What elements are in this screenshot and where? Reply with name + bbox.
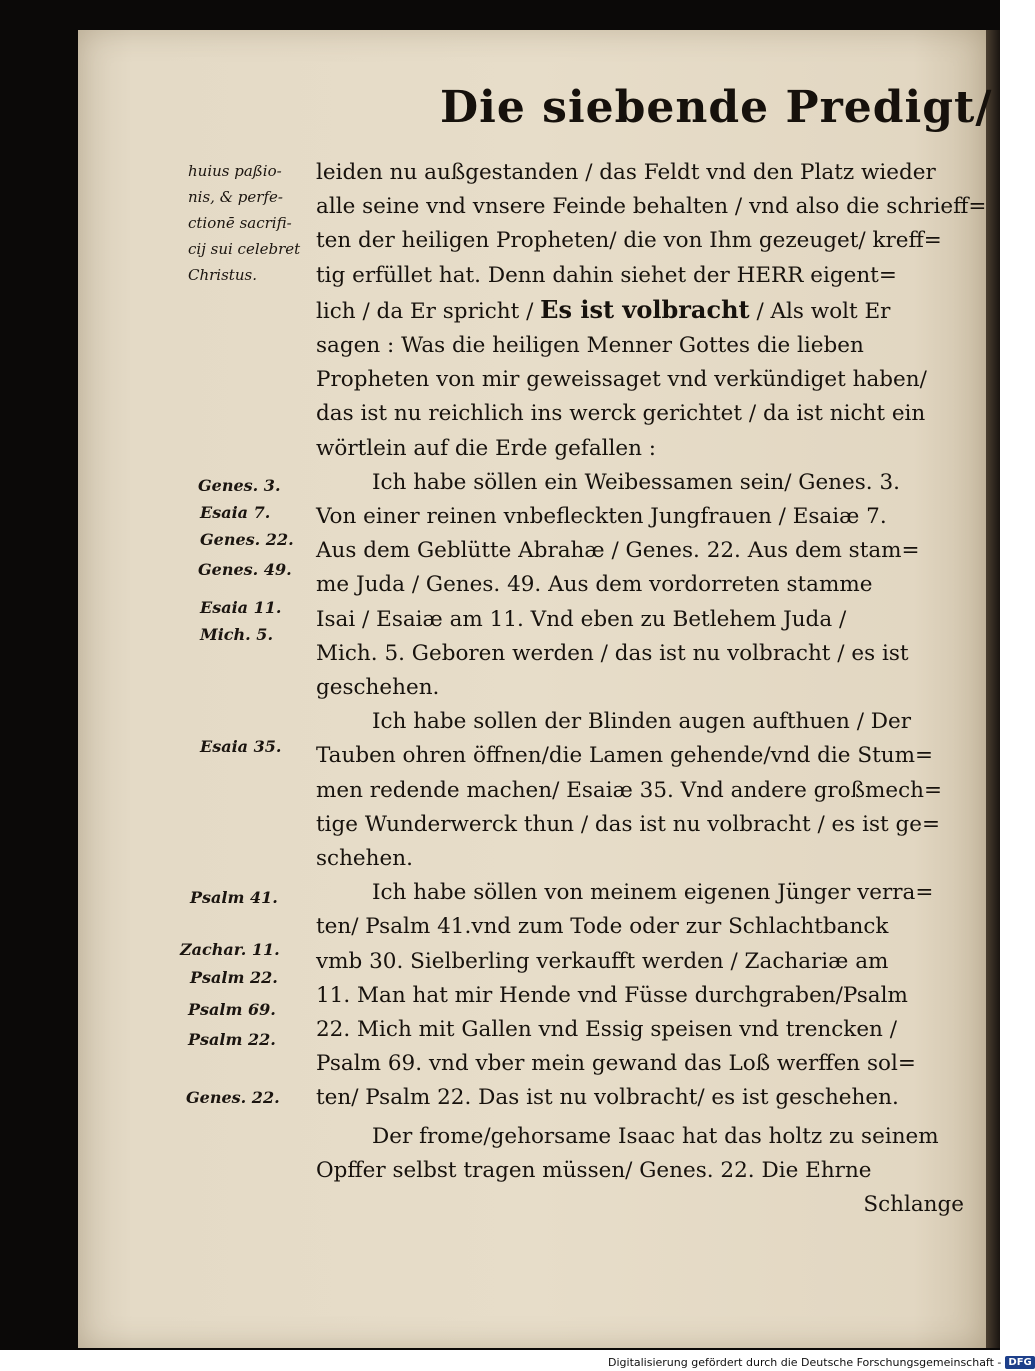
text-line: Ich habe söllen ein Weibessamen sein/ Genes. 3. bbox=[372, 469, 900, 495]
margin-reference: Esaia 35. bbox=[200, 737, 282, 756]
emphasized-phrase: Es ist volbracht bbox=[540, 294, 750, 324]
text-line: Der frome/gehorsame Isaac hat das holtz zu seinem bbox=[372, 1123, 939, 1149]
text-line: ten/ Psalm 22. Das ist nu volbracht/ es ist geschehen. bbox=[316, 1085, 899, 1111]
text-line: Ich habe söllen von meinem eigenen Jünger verra= bbox=[372, 880, 934, 906]
margin-reference: Genes. 22. bbox=[200, 530, 294, 549]
text-line: geschehen. bbox=[316, 675, 440, 701]
text-line: tig erfüllet hat. Denn dahin siehet der HERR eigent= bbox=[316, 262, 897, 288]
margin-note-line: Christus. bbox=[188, 266, 257, 284]
text-line: tige Wunderwerck thun / das ist nu volbracht / es ist ge= bbox=[316, 811, 941, 837]
text-line: vmb 30. Sielberling verkaufft werden / Zachariæ am bbox=[316, 948, 889, 974]
margin-note-line: cij sui celebret bbox=[188, 240, 301, 258]
margin-note-line: ctionē sacrifi- bbox=[188, 214, 292, 232]
margin-note-line: huius paßio- bbox=[188, 162, 282, 180]
margin-reference: Psalm 22. bbox=[188, 1030, 276, 1049]
text-line: sagen : Was die heiligen Menner Gottes die lieben bbox=[316, 333, 864, 359]
margin-reference: Esaia 11. bbox=[200, 598, 282, 617]
text-line: Psalm 69. vnd vber mein gewand das Loß werffen sol= bbox=[316, 1051, 916, 1077]
marginal-note bbox=[188, 158, 316, 288]
text-line: schehen. bbox=[316, 846, 413, 872]
text-line: me Juda / Genes. 49. Aus dem vordorreten stamme bbox=[316, 572, 873, 598]
text-line: das ist nu reichlich ins werck gerichtet / da ist nicht ein bbox=[316, 401, 926, 427]
text-line: Von einer reinen vnbefleckten Jungfrauen / Esaiæ 7. bbox=[316, 504, 887, 530]
text-line: Tauben ohren öffnen/die Lamen gehende/vnd die Stum= bbox=[316, 743, 933, 769]
text-line: Aus dem Geblütte Abrahæ / Genes. 22. Aus dem stam= bbox=[316, 538, 920, 564]
text-line: ten der heiligen Propheten/ die von Ihm gezeuget/ kreff= bbox=[316, 228, 942, 254]
text-line: wörtlein auf die Erde gefallen : bbox=[316, 435, 657, 461]
margin-reference: Genes. 49. bbox=[198, 560, 292, 579]
text-line bbox=[316, 293, 964, 329]
text-line: ten/ Psalm 41.vnd zum Tode oder zur Schlachtbanck bbox=[316, 914, 889, 940]
text-line: Ich habe sollen der Blinden augen aufthuen / Der bbox=[372, 709, 912, 735]
margin-reference: Psalm 22. bbox=[190, 968, 278, 987]
text-line: 11. Man hat mir Hende vnd Füsse durchgraben/Psalm bbox=[316, 982, 908, 1008]
text-line: leiden nu außgestanden / das Feldt vnd den Platz wieder bbox=[316, 160, 936, 185]
text-segment: / Als wolt Er bbox=[749, 298, 891, 324]
page-header: Die siebende Predigt/ bbox=[440, 82, 993, 133]
margin-reference: Esaia 7. bbox=[200, 503, 271, 522]
dfg-logo-icon: DFG bbox=[1005, 1356, 1034, 1369]
margin-note-line: nis, & perfe- bbox=[188, 188, 283, 206]
funding-footer bbox=[608, 1354, 1032, 1371]
text-line: men redende machen/ Esaiæ 35. Vnd andere großmech= bbox=[316, 777, 942, 803]
text-line: 22. Mich mit Gallen vnd Essig speisen vnd trencken / bbox=[316, 1017, 897, 1043]
margin-reference: Mich. 5. bbox=[200, 625, 274, 644]
text-line: Isai / Esaiæ am 11. Vnd eben zu Betlehem Juda / bbox=[316, 606, 847, 632]
text-line: Opffer selbst tragen müssen/ Genes. 22. Die Ehrne bbox=[316, 1157, 872, 1183]
margin-reference: Psalm 41. bbox=[190, 888, 278, 907]
text-segment: lich / da Er spricht / bbox=[316, 298, 541, 324]
main-text bbox=[316, 156, 987, 1222]
margin-reference: Psalm 69. bbox=[188, 1000, 276, 1019]
book-edge bbox=[986, 30, 1000, 1348]
footer-text: Digitalisierung gefördert durch die Deutsche Forschungsgemeinschaft - bbox=[608, 1356, 1002, 1369]
margin-reference: Zachar. 11. bbox=[180, 940, 280, 959]
text-line: Mich. 5. Geboren werden / das ist nu volbracht / es ist bbox=[316, 640, 909, 666]
margin-reference: Genes. 3. bbox=[198, 476, 281, 495]
text-line: alle seine vnd vnsere Feinde behalten / vnd also die schrieff= bbox=[316, 194, 987, 220]
margin-reference: Genes. 22. bbox=[186, 1088, 280, 1107]
text-line: Propheten von mir geweissaget vnd verkündiget haben/ bbox=[316, 367, 927, 393]
catchword: Schlange bbox=[863, 1192, 964, 1218]
